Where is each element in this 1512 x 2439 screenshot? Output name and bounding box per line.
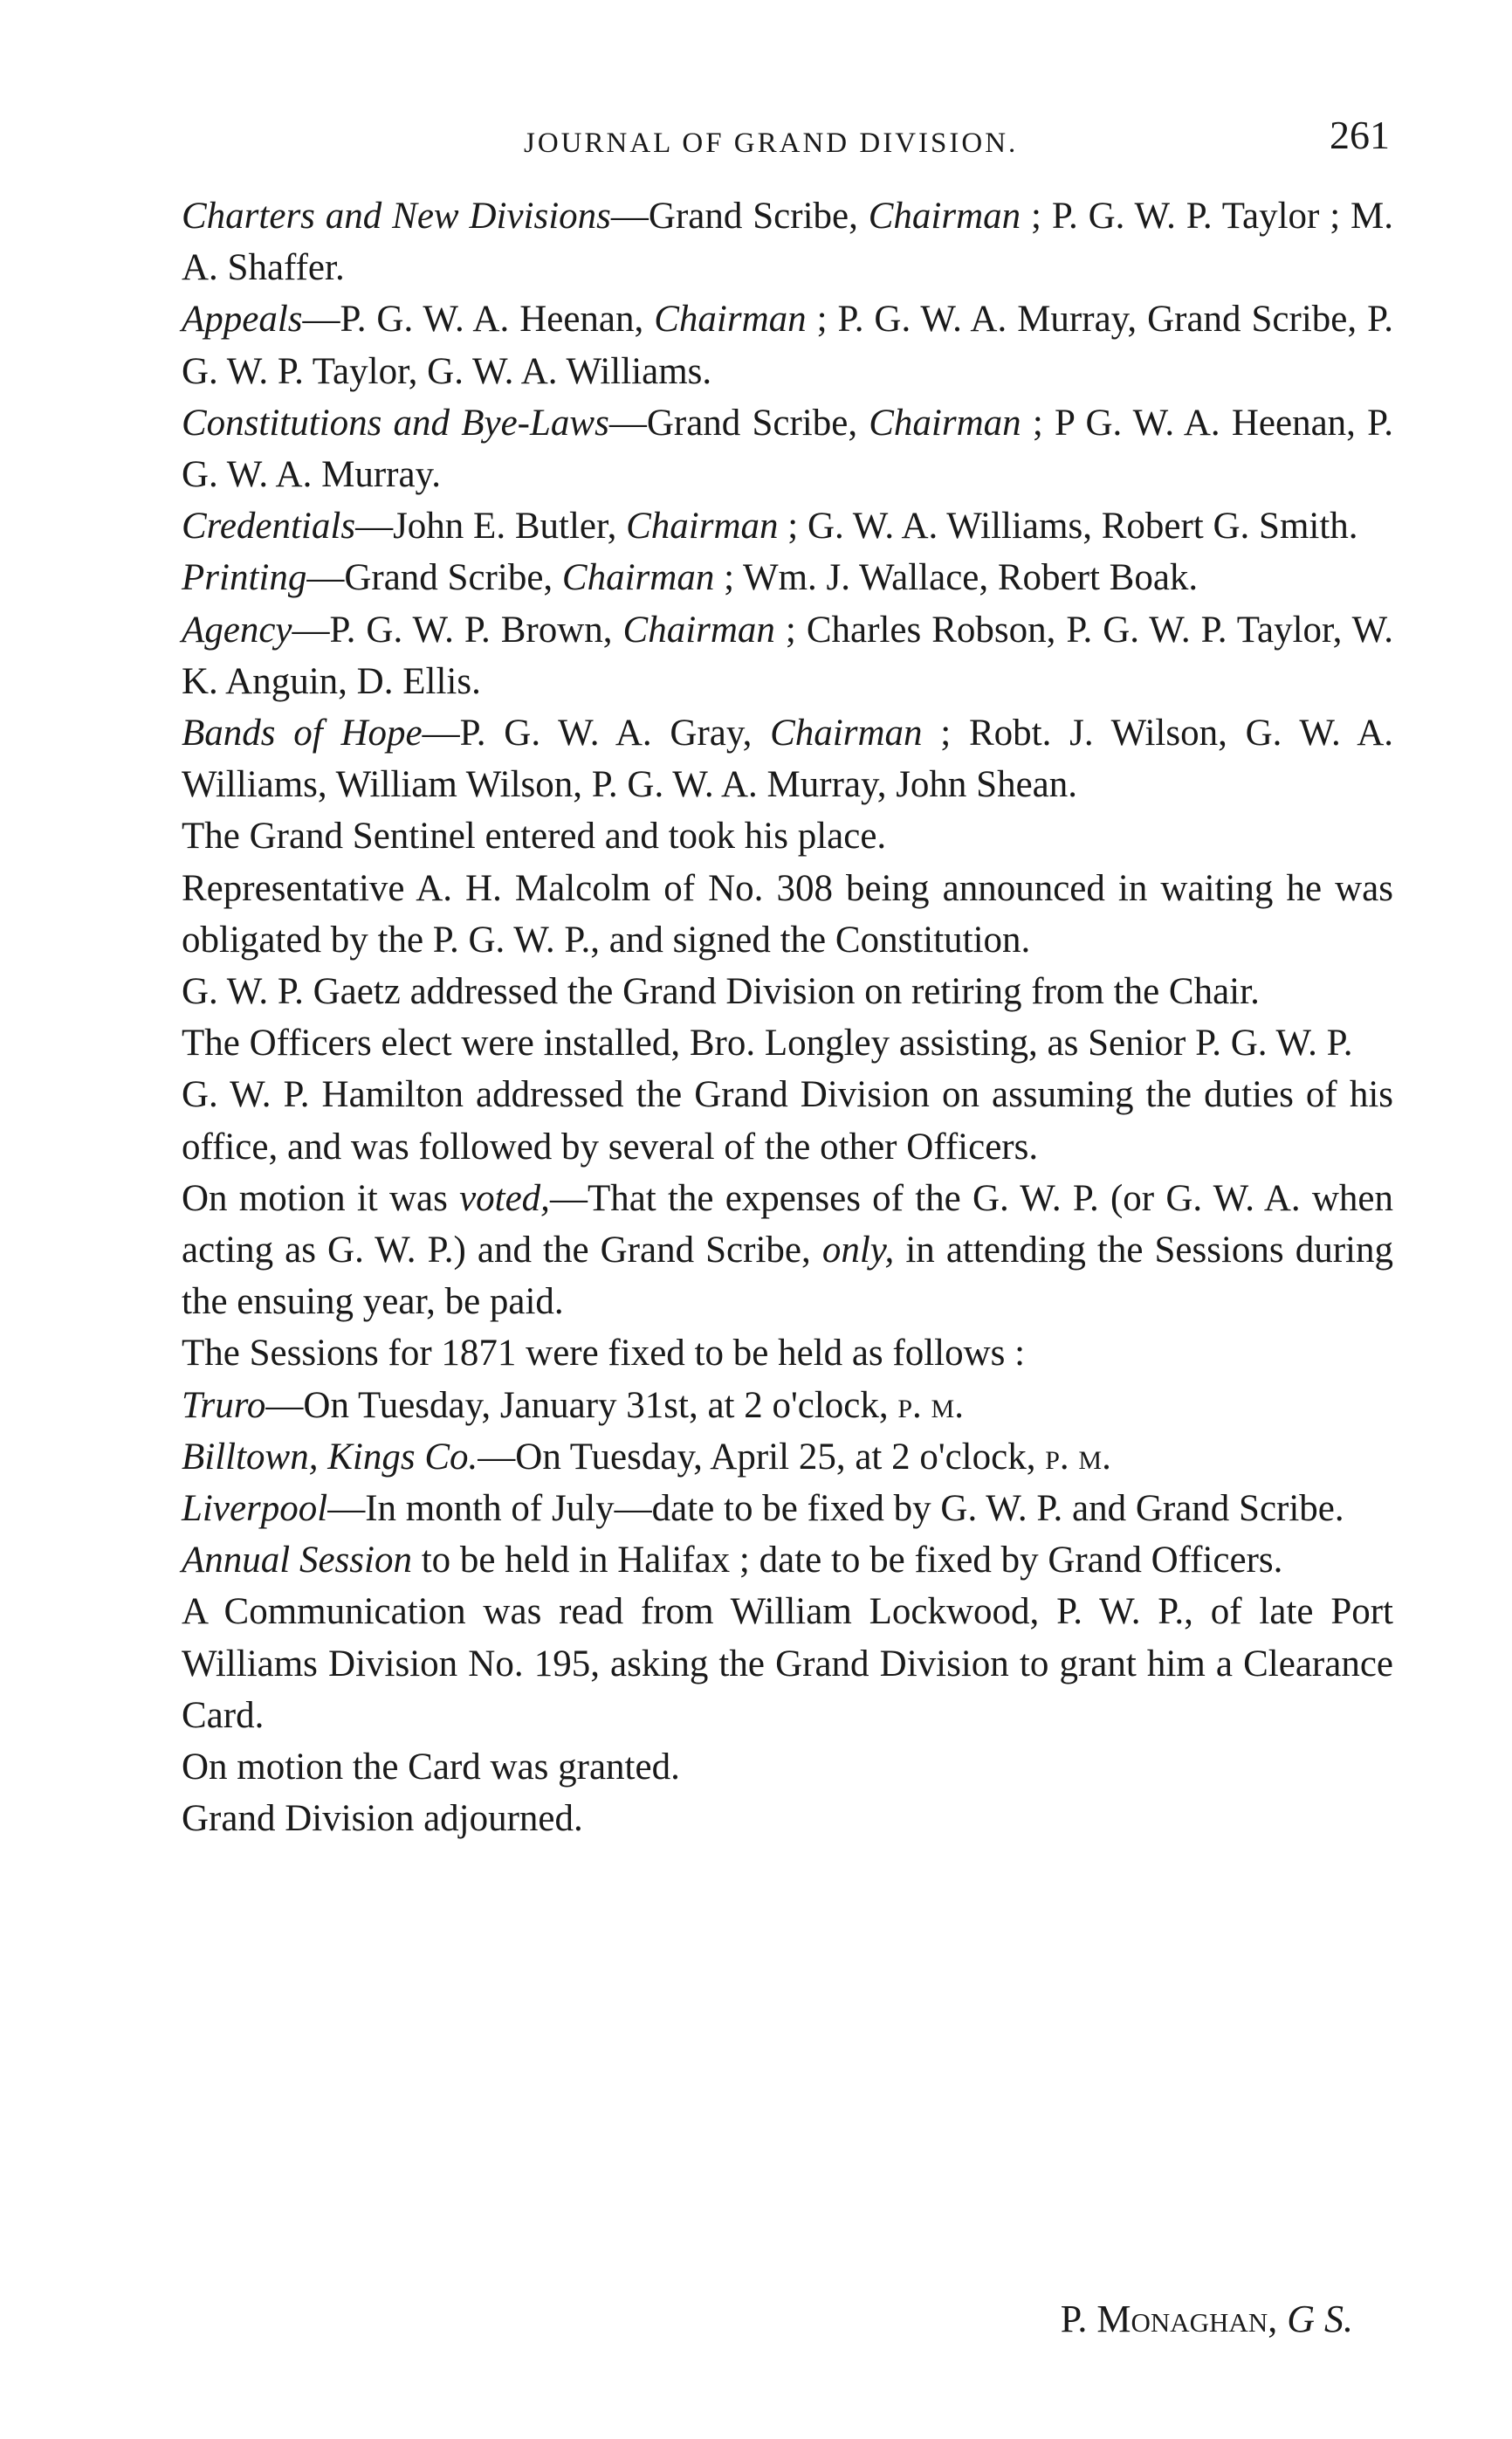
paragraph-sessions-1871: The Sessions for 1871 were fixed to be held as follows : bbox=[182, 1333, 1026, 1375]
session-text: —On Tuesday, January 31st, at 2 o'clock, bbox=[265, 1384, 898, 1426]
paragraph-sentinel: The Grand Sentinel entered and took his place. bbox=[182, 816, 887, 858]
committee-name: Constitutions and Bye-Laws bbox=[182, 402, 609, 444]
committee-chair: Chairman bbox=[622, 609, 775, 651]
committee-name: Credentials bbox=[182, 506, 356, 548]
committee-members: ; P G. W. A. Heenan, P. G. W. A. Murray. bbox=[182, 402, 1393, 496]
signature-name: P. Monaghan, bbox=[1060, 2298, 1278, 2340]
committee-name: Agency bbox=[182, 609, 292, 651]
paragraph-adjourned: Grand Division adjourned. bbox=[182, 1798, 583, 1840]
committee-text: —Grand Scribe, bbox=[306, 557, 562, 599]
committee-chair: Chairman bbox=[869, 402, 1021, 444]
committee-entry bbox=[182, 500, 1393, 552]
committee-entry bbox=[182, 293, 1393, 396]
committee-name: Appeals bbox=[182, 299, 303, 341]
motion-voted: voted, bbox=[459, 1177, 550, 1219]
signature-title: G S. bbox=[1287, 2298, 1353, 2340]
committee-text: —P. G. W. A. Heenan, bbox=[302, 299, 655, 341]
motion-text-c: in attending the Sessions during the ensuing year, be paid. bbox=[182, 1230, 1394, 1323]
committee-text: —P. G. W. A. Gray, bbox=[422, 713, 771, 754]
paragraph-communication: A Communication was read from William Lockwood, P. W. P., of late Port Williams Division No. 195, asking the Grand Division to grant him a Clearance Card. bbox=[182, 1591, 1393, 1736]
committee-entry bbox=[182, 552, 1393, 603]
committee-members: ; P. G. W. P. Taylor ; M. A. Shaffer. bbox=[182, 196, 1394, 289]
committee-text: —John E. Butler, bbox=[355, 506, 627, 548]
session-place: Liverpool bbox=[182, 1488, 328, 1530]
running-head: JOURNAL OF GRAND DIVISION. bbox=[524, 127, 1019, 159]
committee-chair: Chairman bbox=[654, 299, 807, 341]
committee-text: —Grand Scribe, bbox=[608, 402, 869, 444]
session-liverpool bbox=[182, 1483, 1393, 1534]
committee-chair: Chairman bbox=[626, 506, 779, 548]
page-number: 261 bbox=[1330, 113, 1390, 157]
session-text: to be held in Halifax ; date to be fixed by Grand Officers. bbox=[411, 1540, 1283, 1581]
session-annual bbox=[182, 1534, 1393, 1586]
motion-text-a: On motion it was bbox=[182, 1177, 460, 1219]
committee-text: —P. G. W. P. Brown, bbox=[292, 609, 623, 651]
committee-entry bbox=[182, 604, 1393, 707]
paragraph-card-granted: On motion the Card was granted. bbox=[182, 1747, 680, 1788]
motion-text-b: —That the expenses of the G. W. P. (or G. W. A. when acting as G. W. P.) and the Grand Scribe, bbox=[182, 1177, 1393, 1271]
paragraph-representative: Representative A. H. Malcolm of No. 308 being announced in waiting he was obligated by the P. G. W. P., and signed the Constitution. bbox=[182, 867, 1393, 961]
committee-entry bbox=[182, 190, 1393, 293]
session-pm: p. m. bbox=[1045, 1436, 1111, 1478]
committee-chair: Chairman bbox=[561, 557, 715, 599]
committee-chair: Chairman bbox=[770, 713, 923, 754]
committee-name: Printing bbox=[182, 557, 307, 599]
committee-members: ; Wm. J. Wallace, Robert Boak. bbox=[714, 557, 1199, 599]
committee-chair: Chairman bbox=[868, 196, 1021, 237]
paragraph-hamilton: G. W. P. Hamilton addressed the Grand Division on assuming the duties of his office, and was followed by several of the other Officers. bbox=[182, 1074, 1393, 1168]
session-pm: p. m. bbox=[897, 1384, 964, 1426]
committee-text: —Grand Scribe, bbox=[610, 196, 869, 237]
session-text: —In month of July—date to be fixed by G. W. P. and Grand Scribe. bbox=[327, 1488, 1344, 1530]
signature bbox=[1061, 2297, 1353, 2341]
session-place: Annual Session bbox=[182, 1540, 412, 1581]
committee-members: ; G. W. A. Williams, Robert G. Smith. bbox=[778, 506, 1358, 548]
motion-only: only, bbox=[821, 1230, 895, 1271]
session-place: Truro bbox=[182, 1384, 266, 1426]
paragraph-motion-expenses bbox=[182, 1173, 1393, 1328]
paragraph-gaetz: G. W. P. Gaetz addressed the Grand Division on retiring from the Chair. bbox=[182, 971, 1260, 1013]
committee-members: ; Charles Robson, P. G. W. P. Taylor, W. K. Anguin, D. Ellis. bbox=[182, 609, 1394, 702]
committee-entry bbox=[182, 707, 1393, 810]
committee-members: ; Robt. J. Wilson, G. W. A. Williams, William Wilson, P. G. W. A. Murray, John Shean. bbox=[182, 713, 1393, 806]
session-truro bbox=[182, 1380, 1393, 1431]
committee-entry bbox=[182, 397, 1393, 500]
committee-name: Charters and New Divisions bbox=[182, 196, 611, 237]
session-text: —On Tuesday, April 25, at 2 o'clock, bbox=[478, 1436, 1046, 1478]
paragraph-officers-installed: The Officers elect were installed, Bro. Longley assisting, as Senior P. G. W. P. bbox=[182, 1023, 1353, 1064]
page-header bbox=[0, 103, 1512, 164]
session-billtown bbox=[182, 1431, 1393, 1483]
session-place: Billtown, Kings Co. bbox=[182, 1436, 478, 1478]
committee-members: ; P. G. W. A. Murray, Grand Scribe, P. G. W. P. Taylor, G. W. A. Williams. bbox=[182, 299, 1393, 392]
page-body bbox=[182, 190, 1393, 1845]
committee-name: Bands of Hope bbox=[182, 713, 423, 754]
